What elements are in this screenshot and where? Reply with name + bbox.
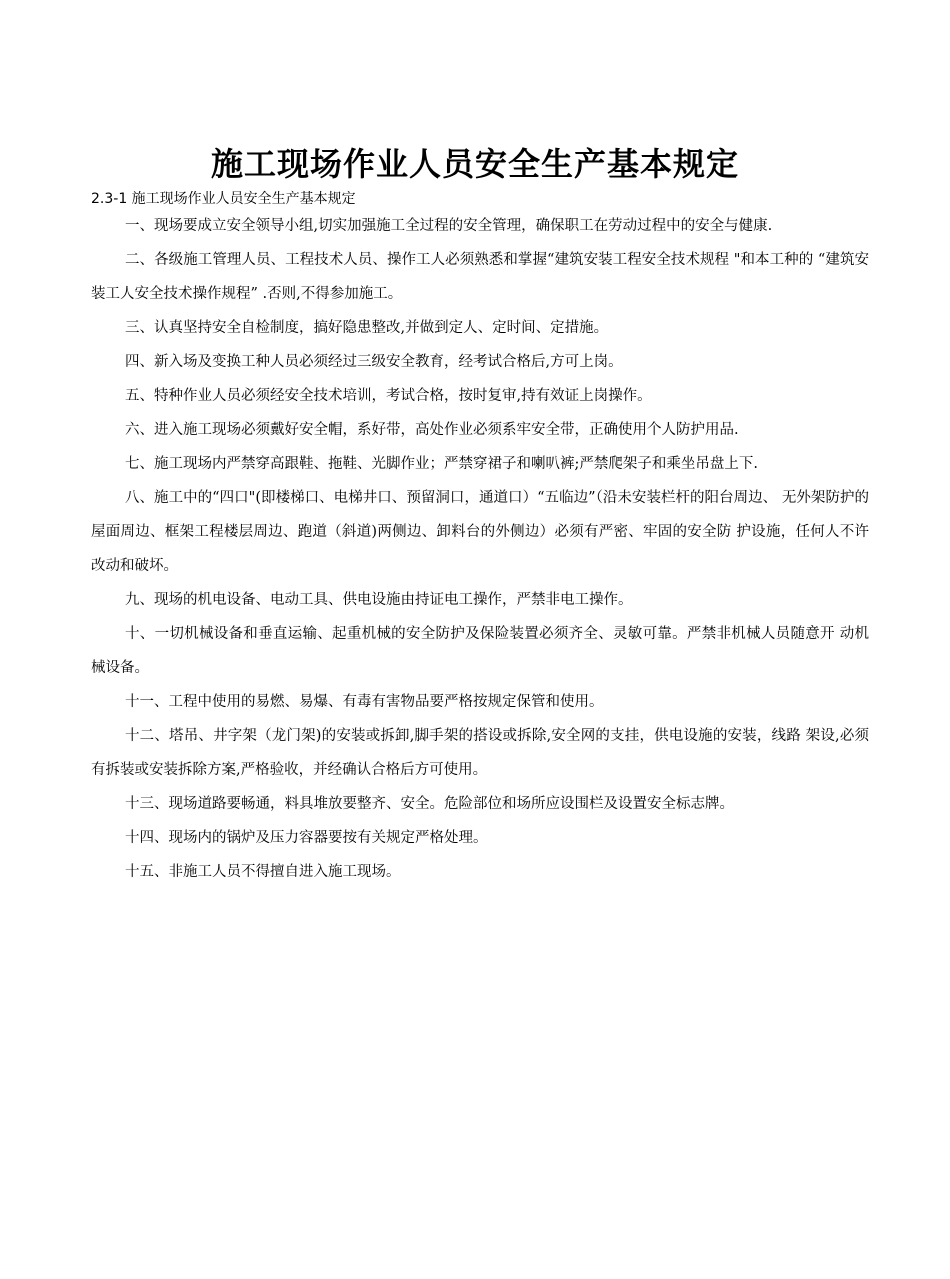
paragraph-7: 七、施工现场内严禁穿高跟鞋、拖鞋、光脚作业；严禁穿裙子和喇叭裤;严禁爬架子和乘坐吊盘上下. [125, 456, 758, 472]
section-subheading: 2.3-1 施工现场作业人员安全生产基本规定 [91, 191, 356, 207]
paragraph-6: 六、进入施工现场必须戴好安全帽，系好带，高处作业必须系牢安全带，正确使用个人防护用品. [125, 422, 739, 438]
paragraph-1: 一、现场要成立安全领导小组,切实加强施工全过程的安全管理，确保职工在劳动过程中的安全与健康. [125, 218, 773, 234]
paragraph-3: 三、认真坚持安全自检制度，搞好隐患整改,并做到定人、定时间、定措施。 [125, 320, 609, 336]
paragraph-8: 八、施工中的“四口"(即楼梯口、电梯井口、预留洞口，通道口）“五临边”（沿未安装栏杆的阳台周边、 无外架防护的屋面周边、框架工程楼层周边、跑道（斜道)两侧边、卸料台的外侧边）必须有严密、牢固的安全防 护设施，任何人不许改动和破坏。 [91, 490, 869, 574]
paragraph-15: 十五、非施工人员不得擅自进入施工现场。 [125, 864, 401, 880]
paragraph-2: 二、各级施工管理人员、工程技术人员、操作工人必须熟悉和掌握“建筑安装工程安全技术规程 "和本工种的 “建筑安装工人安全技术操作规程” .否则,不得参加施工。 [91, 252, 869, 302]
paragraph-5: 五、特种作业人员必须经安全技术培训，考试合格，按时复审,持有效证上岗操作。 [125, 388, 652, 404]
paragraph-14: 十四、现场内的锅炉及压力容器要按有关规定严格处理。 [125, 830, 488, 846]
document-title: 施工现场作业人员安全生产基本规定 [210, 145, 739, 183]
paragraph-13: 十三、现场道路要畅通，料具堆放要整齐、安全。危险部位和场所应设围栏及设置安全标志牌。 [125, 796, 734, 812]
paragraph-12: 十二、塔吊、井字架（龙门架)的安装或拆卸,脚手架的搭设或拆除,安全网的支挂，供电设施的安装，线路 架设,必须有拆装或安装拆除方案,严格验收，并经确认合格后方可使用。 [91, 728, 869, 778]
document-body [91, 209, 869, 889]
paragraph-9: 九、现场的机电设备、电动工具、供电设施由持证电工操作，严禁非电工操作。 [125, 592, 633, 608]
paragraph-4: 四、新入场及变换工种人员必须经过三级安全教育，经考试合格后,方可上岗。 [125, 354, 623, 370]
paragraph-10: 十、一切机械设备和垂直运输、起重机械的安全防护及保险装置必须齐全、灵敏可靠。严禁非机械人员随意开 动机械设备。 [91, 626, 869, 676]
paragraph-11: 十一、工程中使用的易燃、易爆、有毒有害物品要严格按规定保管和使用。 [125, 694, 604, 710]
